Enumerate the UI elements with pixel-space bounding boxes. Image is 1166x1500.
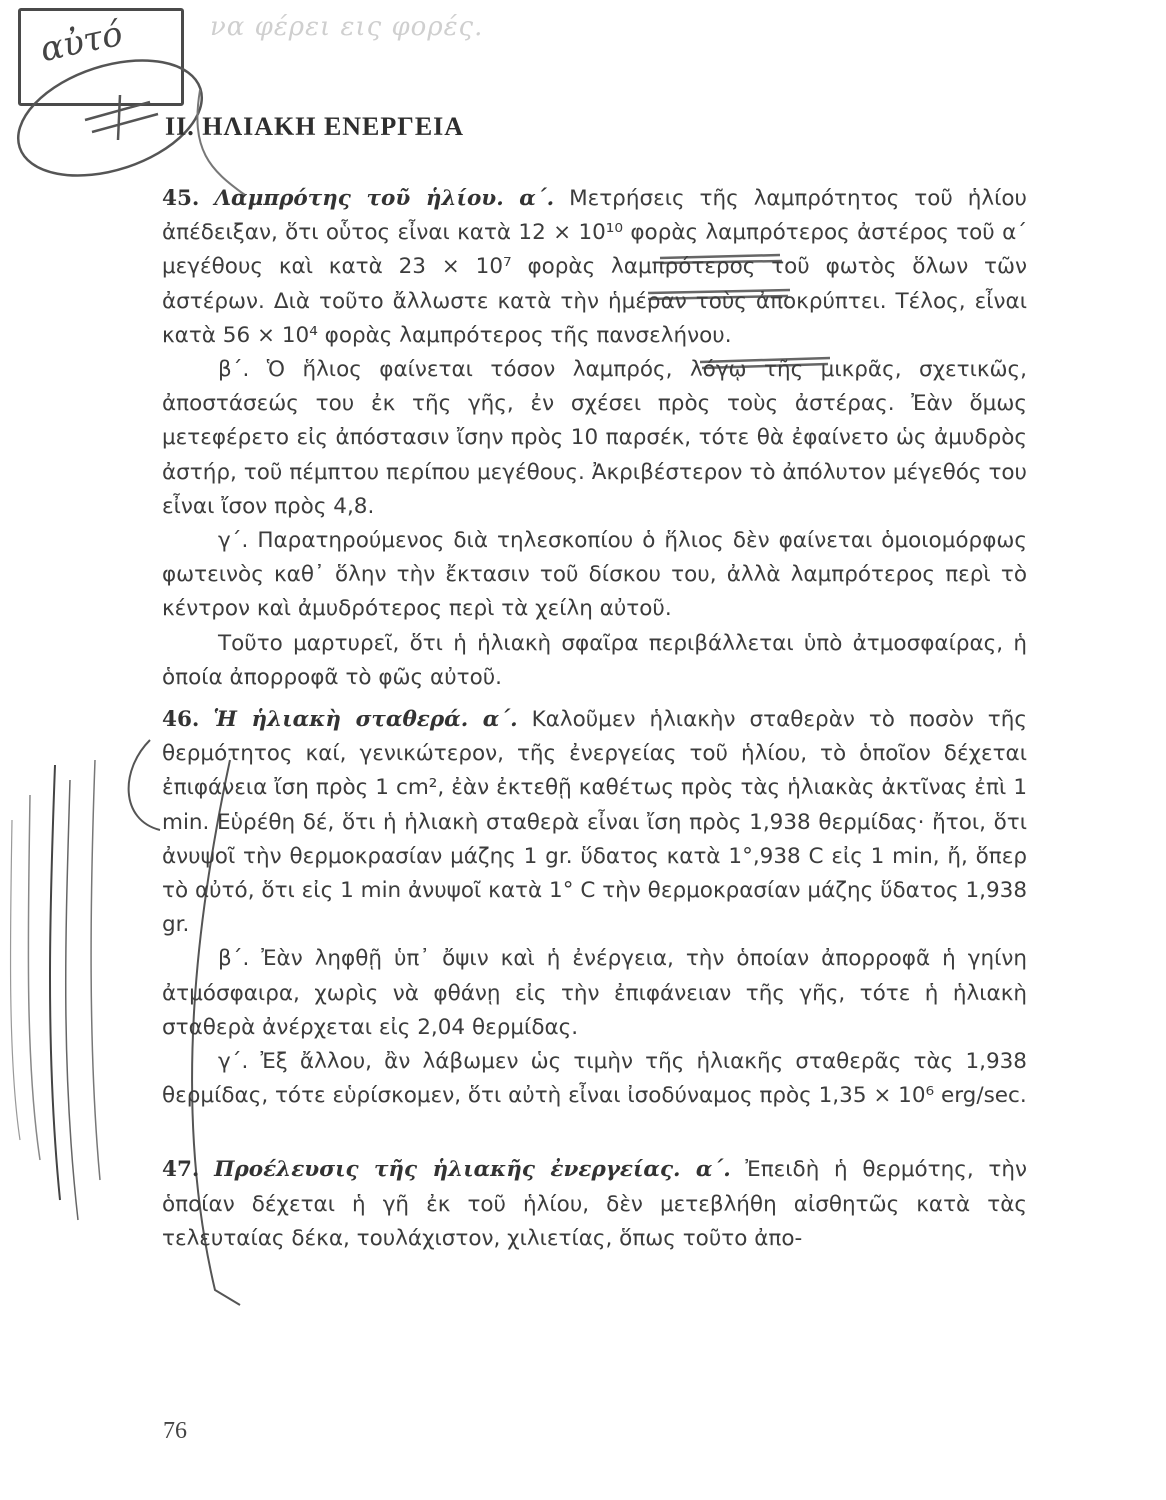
scribble-margin-4 [91,760,100,1180]
section-heading: Λαμπρότης τοῦ ἡλίου. α΄. [214,186,555,211]
section-heading: Ἡ ἡλιακὴ σταθερά. α΄. [213,707,518,733]
section-number: 46. [162,707,200,733]
scribble-line-top [197,90,245,195]
handwritten-box-word: αὐτό [36,13,127,71]
scribble-margin-5 [10,820,20,1140]
section-45-para-1 [162,182,1027,353]
section-number: 47. [162,1157,200,1183]
scribble-arc [129,740,160,830]
section-45-para-3: γ΄. Παρατηρούμενος διὰ τηλεσκοπίου ὁ ἥλιος δὲν φαίνεται ὁμοιομόρφως φωτεινὸς καθ᾿ ὅλην τὴν ἔκτασιν τοῦ δίσκου του, ἀλλὰ λαμπρότερος περὶ τὸ κέντρον καὶ ἀμυδρότερος περὶ τὰ χείλη αὐτοῦ. [162,528,1027,622]
section-45-para-4: Τοῦτο μαρτυρεῖ, ὅτι ἡ ἡλιακὴ σφαῖρα περιβάλλεται ὑπὸ ἀτμοσφαίρας, ἡ ὁποία ἀπορροφᾶ τὸ φῶς αὐτοῦ. [162,630,1027,690]
paragraph-text: Ἐπειδὴ ἡ θερμότης, τὴν ὁποίαν δέχεται ἡ γῆ ἐκ τοῦ ἡλίου, δὲν μετεβλήθη αἰσθητῶς κατὰ τὰς τελευταίας δέκα, τουλάχιστον, χιλιετίας, ὅπως τοῦτο ἀπο- [162,1157,1027,1251]
body-text [162,182,1027,1256]
section-46-para-2: β΄. Ἐὰν ληφθῇ ὑπ᾿ ὄψιν καὶ ἡ ἐνέργεια, τὴν ὁποίαν ἀπορροφᾶ ἡ γηίνη ἀτμόσφαιρα, χωρὶς νὰ φθάνῃ εἰς τὴν ἐπιφάνειαν τῆς γῆς, τότε ἡ ἡλιακὴ σταθερὰ ἀνέρχεται εἰς 2,04 θερμίδας. [162,946,1027,1040]
scribble-margin-2 [66,780,78,1220]
section-heading: Προέλευσις τῆς ἡλιακῆς ἐνεργείας. α΄. [214,1157,731,1183]
section-46-para-1 [162,703,1027,942]
section-45-para-2: β΄. Ὁ ἥλιος φαίνεται τόσον λαμπρός, λόγῳ τῆς μικρᾶς, σχετικῶς, ἀποστάσεώς του ἐκ τῆς γῆς, ἐν σχέσει πρὸς τοὺς ἀστέρας. Ἐὰν ὅμως μετεφέρετο εἰς ἀπόστασιν ἴσην πρὸς 10 παρσέκ, τότε θὰ ἐφαίνετο ὡς ἀμυδρὸς ἀστήρ, τοῦ πέμπτου περίπου μεγέθους. Ἀκριβέστερον τὸ ἀπόλυτον μέγεθός του εἶναι ἴσον πρὸς 4,8. [162,357,1027,519]
page-number: 76 [163,1418,187,1444]
section-number: 45. [162,186,200,211]
scribble-margin-3 [28,795,40,1160]
handwritten-note: να φέρει εις φορές. [210,12,484,42]
paragraph-text: Καλοῦμεν ἡλιακὴν σταθερὰν τὸ ποσὸν τῆς θερμότητος καί, γενικώτερον, τῆς ἐνεργείας τοῦ ἡλίου, τὸ ὁποῖον δέχεται ἐπιφάνεια ἴση πρὸς 1 cm², ἐὰν ἐκτεθῇ καθέτως πρὸς τὰς ἡλιακὰς ἀκτῖνας ἐπὶ 1 min. Εὑρέθη δέ, ὅτι ἡ ἡλιακὴ σταθερὰ εἶναι ἴση πρὸς 1,938 θερμίδας· ἤτοι, ὅτι ἀνυψοῖ τὴν θερμοκρασίαν μάζης 1 gr. ὕδατος κατὰ 1°,938 C εἰς 1 min, ἤ, ὅπερ τὸ αὐτό, ὅτι εἰς 1 min ἀνυψοῖ κατὰ 1° C τὴν θερμοκρασίαν μάζης ὕδατος 1,938 gr. [162,707,1027,938]
section-47-para-1 [162,1153,1027,1256]
paragraph-text: Μετρήσεις τῆς λαμπρότητος τοῦ ἡλίου ἀπέδειξαν, ὅτι οὗτος εἶναι κατὰ 12 × 10¹⁰ φορὰς λαμπρότερος ἀστέρος τοῦ α΄ μεγέθους καὶ κατὰ 23 × 10⁷ φορὰς λαμπρότερος τοῦ φωτὸς ὅλων τῶν ἀστέρων. Διὰ τοῦτο ἄλλωστε κατὰ τὴν ἡμέραν τοὺς ἀποκρύπτει. Τέλος, εἶναι κατὰ 56 × 10⁴ φορὰς λαμπρότερος τῆς πανσελήνου. [162,186,1027,348]
section-46-para-3: γ΄. Ἐξ ἄλλου, ἂν λάβωμεν ὡς τιμὴν τῆς ἡλιακῆς σταθερᾶς τὰς 1,938 θερμίδας, τότε εὑρίσκομεν, ὅτι αὐτὴ εἶναι ἰσοδύναμος πρὸς 1,35 × 10⁶ erg/sec. [162,1049,1027,1109]
chapter-title: ΙΙ. ΗΛΙΑΚΗ ΕΝΕΡΓΕΙΑ [165,112,465,141]
scribble-margin-1 [50,765,60,1200]
